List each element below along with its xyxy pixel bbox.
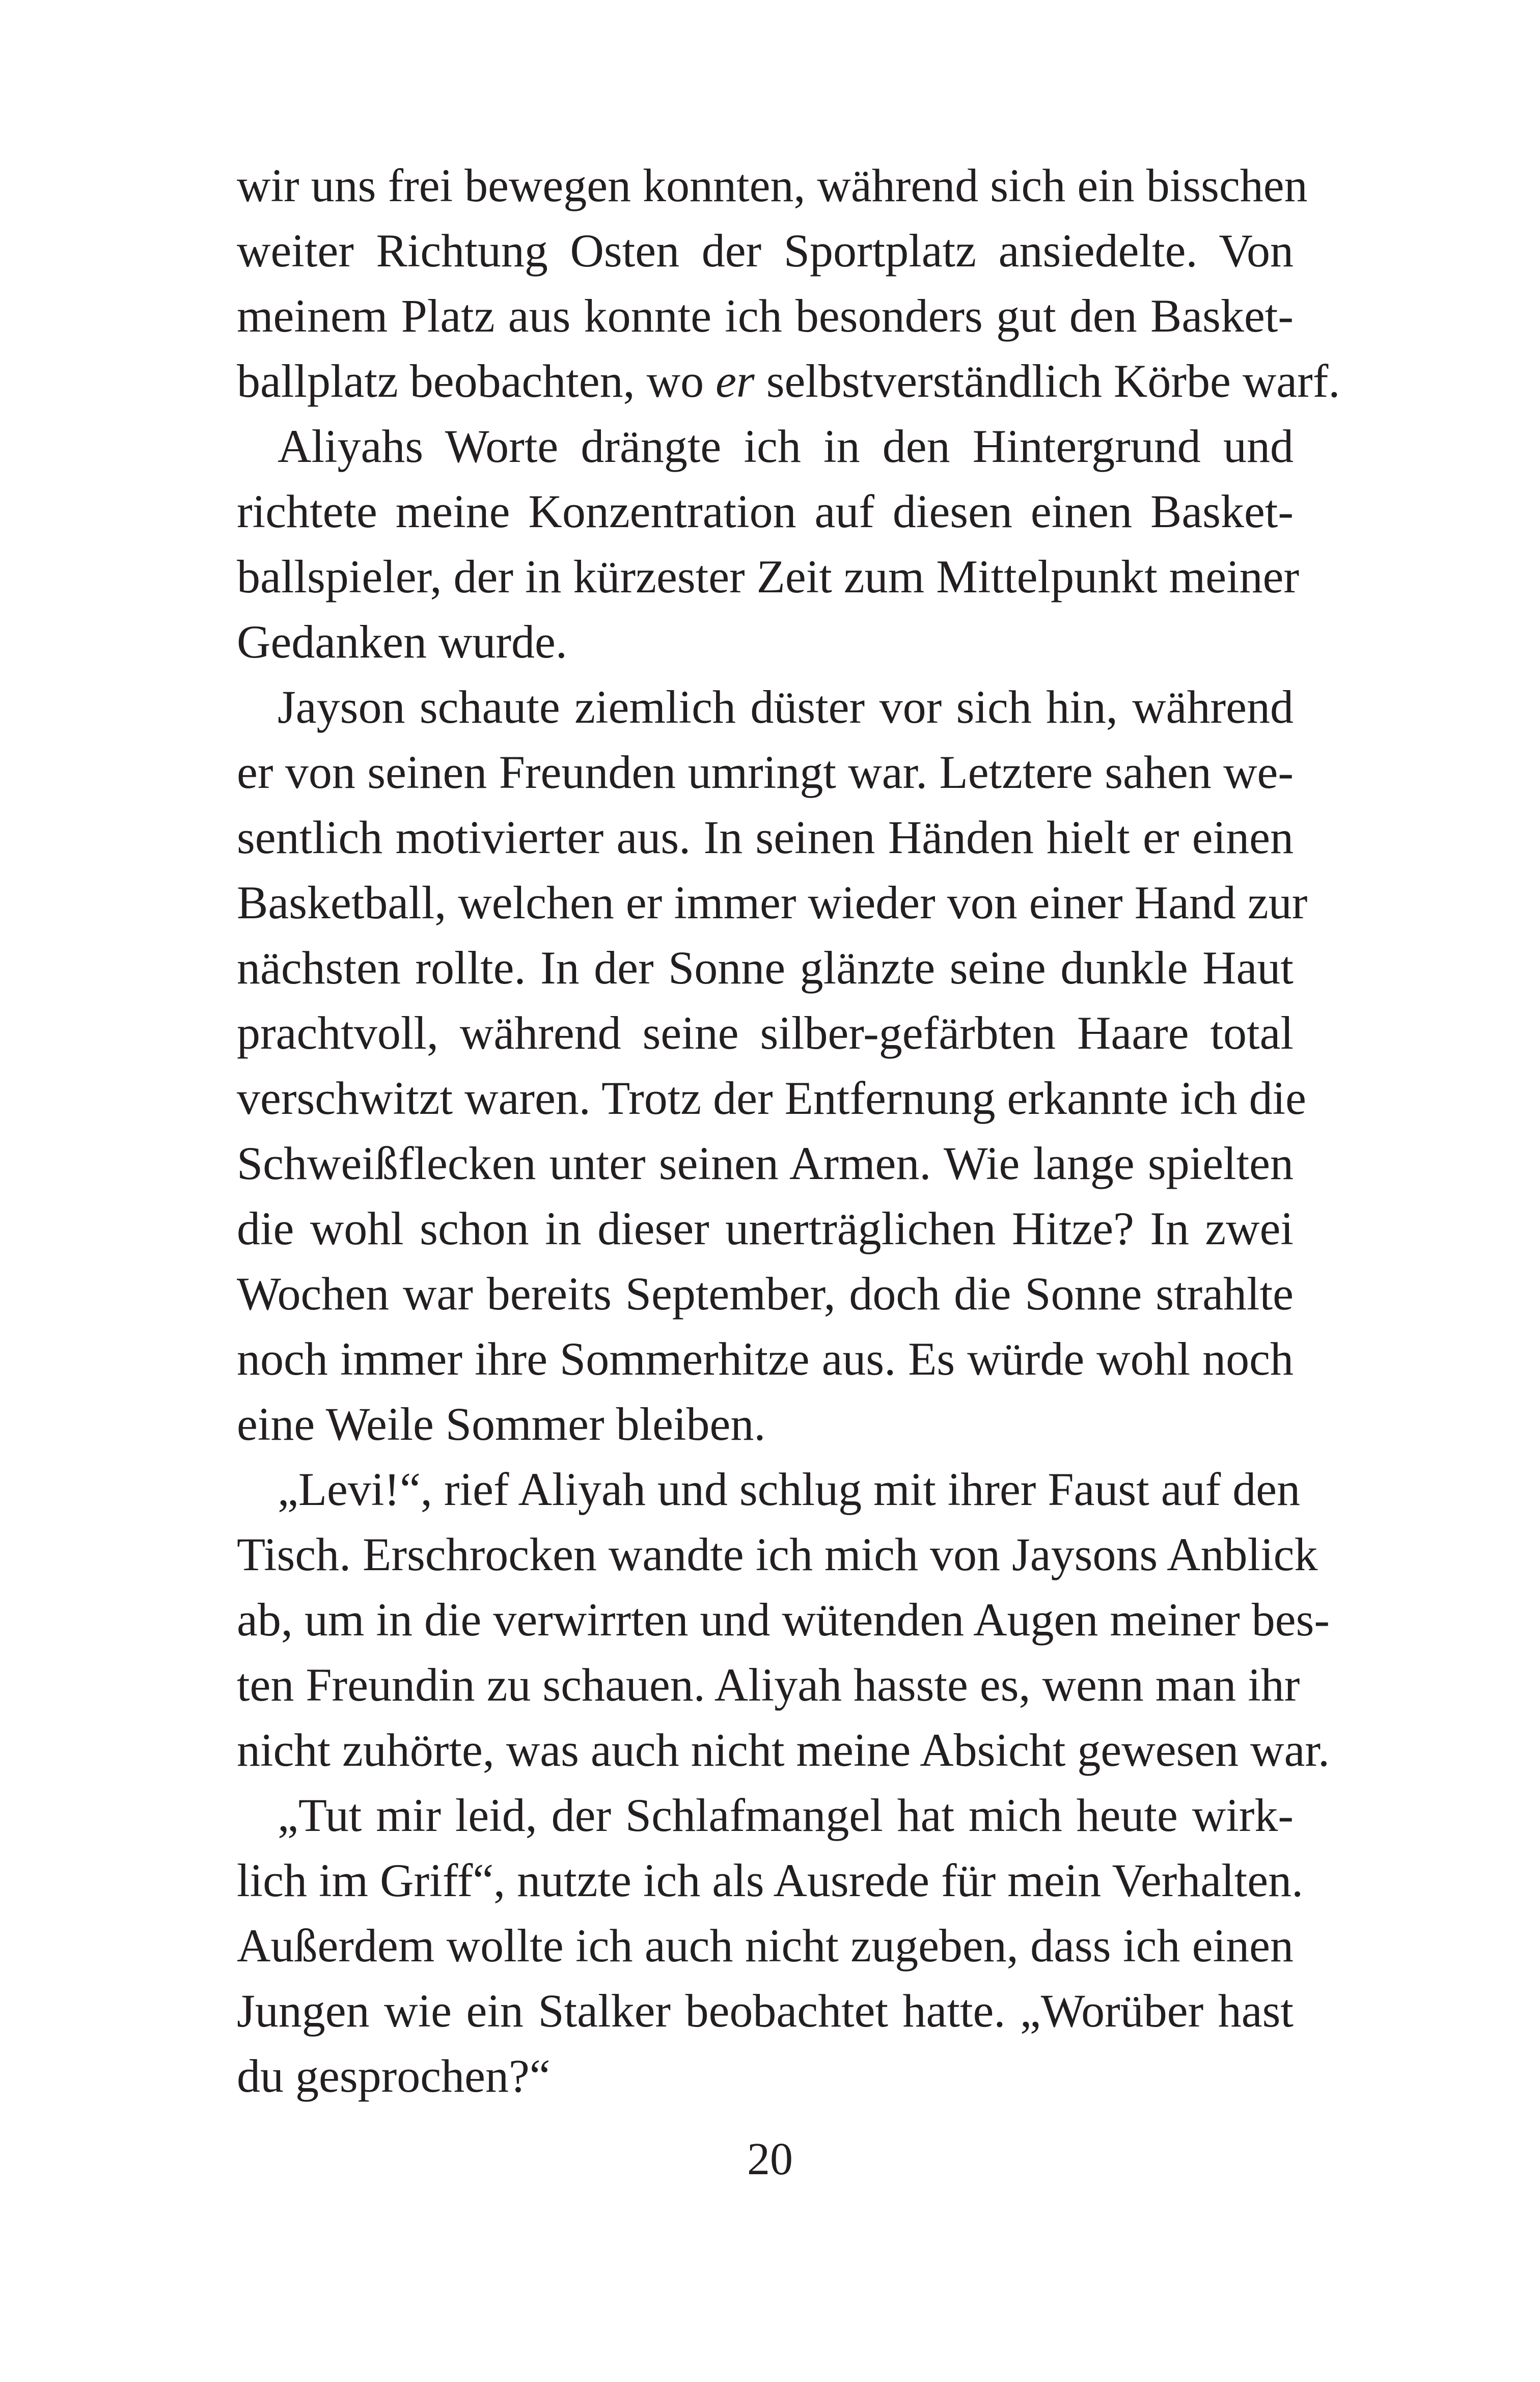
text-line: Jayson schaute ziemlich düster vor sich hin, während [278,681,1294,733]
text-line: wir uns frei bewegen konnten, während sich ein bisschen [237,159,1308,211]
text-line: ten Freundin zu schauen. Aliyah hasste es, wenn man ihr [237,1659,1300,1711]
page-number: 20 [747,2134,793,2184]
text-line: ab, um in die verwirrten und wütenden Augen meiner bes- [237,1594,1330,1646]
text-line: Wochen war bereits September, doch die Sonne strahlte [237,1268,1294,1320]
text-line: prachtvoll, während seine silber-gefärbten Haare total [237,1007,1294,1059]
text-line: die wohl schon in dieser unerträglichen Hitze? In zwei [237,1202,1294,1254]
text-line: Gedanken wurde. [237,616,567,668]
body-text [237,153,1340,2109]
text-line: richtete meine Konzentration auf diesen einen Basket- [237,485,1294,537]
text-line: Außerdem wollte ich auch nicht zugeben, dass ich einen [237,1920,1294,1972]
text-line: Schweißflecken unter seinen Armen. Wie lange spielten [237,1137,1294,1189]
text-line: weiter Richtung Osten der Sportplatz ansiedelte. Von [237,225,1294,277]
text-line: du gesprochen?“ [237,2050,551,2102]
text-line: noch immer ihre Sommerhitze aus. Es würde wohl noch [237,1333,1294,1385]
text-line: Jungen wie ein Stalker beobachtet hatte. „Worüber hast [237,1985,1294,2037]
text-line: nächsten rollte. In der Sonne glänzte seine dunkle Haut [237,942,1294,994]
text-line: eine Weile Sommer bleiben. [237,1398,766,1450]
text-line: sentlich motivierter aus. In seinen Händen hielt er einen [237,811,1294,863]
text-line: meinem Platz aus konnte ich besonders gut den Basket- [237,290,1294,342]
text-line: verschwitzt waren. Trotz der Entfernung erkannte ich die [237,1072,1306,1124]
text-line: Tisch. Erschrocken wandte ich mich von Jaysons Anblick [237,1528,1318,1580]
text-line: Basketball, welchen er immer wieder von einer Hand zur [237,877,1308,928]
text-line: „Levi!“, rief Aliyah und schlug mit ihrer Faust auf den [278,1463,1301,1515]
text-line: ballspieler, der in kürzester Zeit zum Mittelpunkt meiner [237,551,1300,603]
text-line: Aliyahs Worte drängte ich in den Hintergrund und [278,420,1294,472]
text-line: er von seinen Freunden umringt war. Letztere sahen we- [237,746,1294,798]
text-line: ballplatz beobachten, wo er selbstverständlich Körbe warf. [237,355,1340,407]
text-line: lich im Griff“, nutzte ich als Ausrede für mein Verhalten. [237,1854,1304,1906]
text-line: nicht zuhörte, was auch nicht meine Absicht gewesen war. [237,1724,1330,1776]
text-line: „Tut mir leid, der Schlafmangel hat mich heute wirk- [278,1789,1294,1841]
